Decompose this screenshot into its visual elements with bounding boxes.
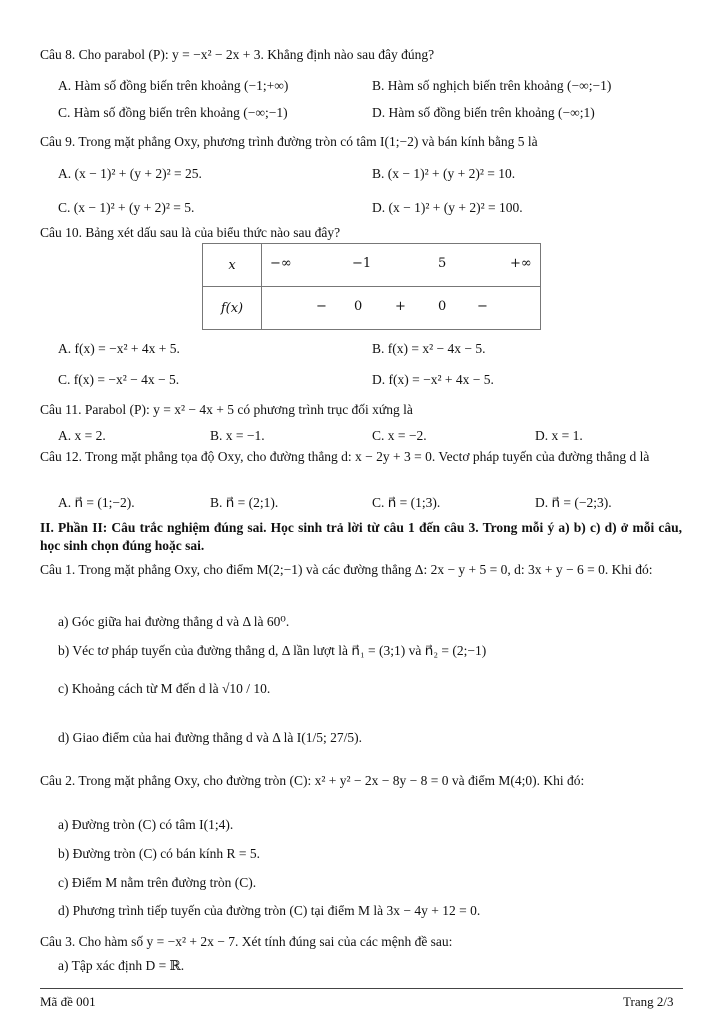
p2q2-stem: Câu 2. Trong mặt phẳng Oxy, cho đường tròn (C): x² + y² − 2x − 8y − 8 = 0 và điểm M(4;0). Khi đó:: [40, 773, 585, 788]
p2q2-item-a: a) Đường tròn (C) có tâm I(1;4).: [58, 817, 234, 832]
q11-stem: Câu 11. Parabol (P): y = x² − 4x + 5 có phương trình trục đối xứng là: [40, 402, 413, 417]
q12-stem: Câu 12. Trong mặt phẳng tọa độ Oxy, cho đường thẳng d: x − 2y + 3 = 0. Vectơ pháp tuyến của đường thẳng d là: [40, 449, 650, 464]
x-value: −∞: [270, 256, 292, 271]
p2q1-item-d: d) Giao điểm của hai đường thẳng d và Δ là I(1/5; 27/5).: [58, 730, 362, 745]
p2q1-item-b: b) Véc tơ pháp tuyến của đường thẳng d, Δ lần lượt là n⃗₁ = (3;1) và n⃗₂ = (2;−1): [58, 643, 487, 658]
q10-option-a: A. f(x) = −x² + 4x + 5.: [58, 341, 180, 356]
q8-option-d: D. Hàm số đồng biến trên khoảng (−∞;1): [372, 105, 595, 120]
q10-stem: Câu 10. Bảng xét dấu sau là của biểu thức nào sau đây?: [40, 225, 341, 240]
q9-option-a: A. (x − 1)² + (y + 2)² = 25.: [58, 166, 202, 181]
p2q2-item-d: d) Phương trình tiếp tuyến của đường tròn (C) tại điểm M là 3x − 4y + 12 = 0.: [58, 903, 481, 918]
sign-value: −: [316, 299, 327, 314]
q8-stem: Câu 8. Cho parabol (P): y = −x² − 2x + 3. Khẳng định nào sau đây đúng?: [40, 47, 435, 62]
p2q1-stem: Câu 1. Trong mặt phẳng Oxy, cho điểm M(2;−1) và các đường thẳng Δ: 2x − y + 5 = 0, d: 3x + y − 6 = 0. Khi đó:: [40, 562, 653, 577]
q12-option-b: B. n⃗ = (2;1).: [210, 495, 279, 510]
p2q2-item-b: b) Đường tròn (C) có bán kính R = 5.: [58, 846, 261, 861]
q11-option-a: A. x = 2.: [58, 428, 106, 443]
p2q3-item-a: a) Tập xác định D = ℝ.: [58, 958, 185, 973]
part2-heading: II. Phần II: Câu trắc nghiệm đúng sai. Học sinh trả lời từ câu 1 đến câu 3. Trong mỗi ý a) b) c) d) ở mỗi câu, học sinh chọn đúng hoặc sai.: [40, 520, 682, 553]
sign-table: [202, 243, 541, 330]
q8-option-b: B. Hàm số nghịch biến trên khoảng (−∞;−1): [372, 78, 612, 93]
sign-value: 0: [438, 299, 447, 314]
p2q1-item-a: a) Góc giữa hai đường thẳng d và Δ là 60⁰.: [58, 614, 290, 629]
q12-option-d: D. n⃗ = (−2;3).: [535, 495, 612, 510]
exam-code: Mã đề 001: [40, 994, 96, 1009]
q9-option-b: B. (x − 1)² + (y + 2)² = 10.: [372, 166, 516, 181]
q12-option-a: A. n⃗ = (1;−2).: [58, 495, 135, 510]
q10-option-b: B. f(x) = x² − 4x − 5.: [372, 341, 486, 356]
p2q1-item-c: c) Khoảng cách từ M đến d là √10 / 10.: [58, 681, 271, 696]
sign-table-f-label: f(x): [203, 287, 262, 330]
q8-option-a: A. Hàm số đồng biến trên khoảng (−1;+∞): [58, 78, 289, 93]
q10-option-d: D. f(x) = −x² + 4x − 5.: [372, 372, 494, 387]
p2q3-stem: Câu 3. Cho hàm số y = −x² + 2x − 7. Xét tính đúng sai của các mệnh đề sau:: [40, 934, 453, 949]
q9-option-d: D. (x − 1)² + (y + 2)² = 100.: [372, 200, 523, 215]
sign-table-x-row: [262, 244, 541, 287]
q9-stem: Câu 9. Trong mặt phẳng Oxy, phương trình đường tròn có tâm I(1;−2) và bán kính bằng 5 là: [40, 134, 538, 149]
x-value: −1: [352, 256, 372, 271]
sign-value: −: [477, 299, 488, 314]
sign-value: 0: [354, 299, 363, 314]
q9-option-c: C. (x − 1)² + (y + 2)² = 5.: [58, 200, 195, 215]
q11-option-b: B. x = −1.: [210, 428, 265, 443]
footer-divider: [40, 988, 683, 989]
page-number: Trang 2/3: [623, 994, 674, 1009]
x-value: 5: [438, 256, 447, 271]
q12-option-c: C. n⃗ = (1;3).: [372, 495, 441, 510]
q11-option-d: D. x = 1.: [535, 428, 583, 443]
sign-value: +: [395, 299, 406, 314]
q8-option-c: C. Hàm số đồng biến trên khoảng (−∞;−1): [58, 105, 288, 120]
x-value: +∞: [510, 256, 532, 271]
q10-option-c: C. f(x) = −x² − 4x − 5.: [58, 372, 180, 387]
sign-table-x-label: x: [203, 244, 262, 287]
sign-table-f-row: [262, 287, 541, 330]
p2q2-item-c: c) Điểm M nằm trên đường tròn (C).: [58, 875, 257, 890]
q11-option-c: C. x = −2.: [372, 428, 427, 443]
